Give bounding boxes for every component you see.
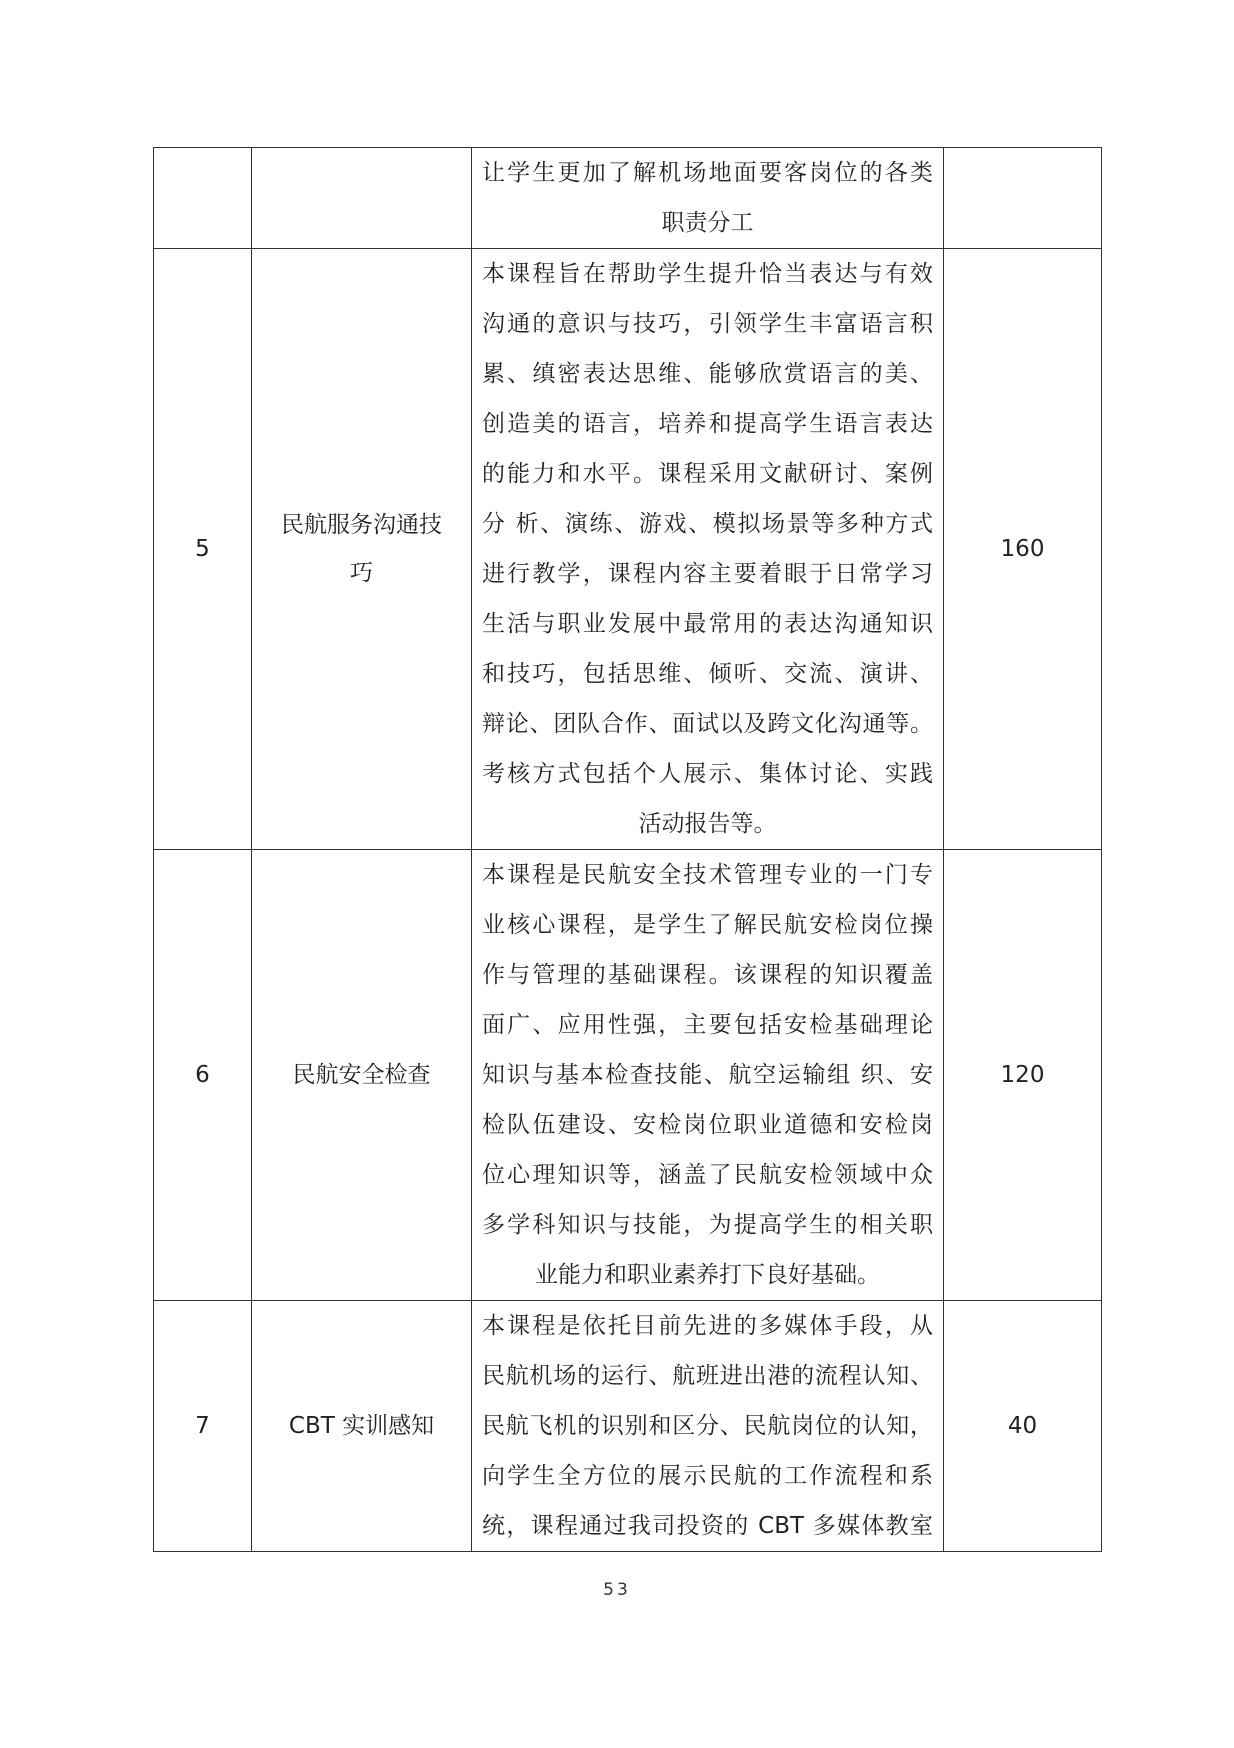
description-line: 本课程旨在帮助学生提升恰当表达与有效 <box>482 261 933 287</box>
description-line: 沟通的意识与技巧，引领学生丰富语言积 <box>482 311 933 337</box>
page-number: 53 <box>603 1580 631 1600</box>
description-line: 考核方式包括个人展示、集体讨论、实践 <box>482 761 933 787</box>
description-line: 多学科知识与技能，为提高学生的相关职 <box>482 1212 933 1238</box>
course-number-cell: 6 <box>154 850 252 1301</box>
course-number-cell <box>154 148 252 249</box>
description-line: 业能力和职业素养打下良好基础。 <box>535 1262 880 1288</box>
course-name-cell <box>252 850 472 1301</box>
course-table <box>153 147 1102 1552</box>
description-line: 辩论、团队合作、面试以及跨文化沟通等。 <box>482 711 933 737</box>
table-row <box>154 1301 1102 1552</box>
description-line: 向学生全方位的展示民航的工作流程和系 <box>482 1463 933 1489</box>
course-name-line: CBT 实训感知 <box>288 1413 435 1439</box>
description-line: 知识与基本检查技能、航空运输组 织、安 <box>482 1062 933 1088</box>
description-line: 本课程是依托目前先进的多媒体手段，从 <box>482 1313 933 1339</box>
table-row <box>154 850 1102 1301</box>
course-name-line: 民航服务沟通技 <box>281 512 442 538</box>
description-line: 创造美的语言，培养和提高学生语言表达 <box>482 411 933 437</box>
description-line: 分 析、演练、游戏、模拟场景等多种方式 <box>482 511 933 537</box>
description-line: 生活与职业发展中最常用的表达沟通知识 <box>482 611 933 637</box>
description-line: 活动报告等。 <box>638 811 777 837</box>
description-line: 职责分工 <box>661 210 754 236</box>
course-name-line: 巧 <box>350 560 373 586</box>
course-name-cell <box>252 249 472 850</box>
course-hours-cell: 40 <box>944 1301 1102 1552</box>
description-line: 检队伍建设、安检岗位职业道德和安检岗 <box>482 1112 933 1138</box>
course-name-line: 民航安全检查 <box>292 1062 431 1088</box>
course-name-cell <box>252 148 472 249</box>
course-description-cell <box>472 850 944 1301</box>
description-line: 民航机场的运行、航班进出港的流程认知、 <box>482 1363 933 1389</box>
description-line: 业核心课程，是学生了解民航安检岗位操 <box>482 912 933 938</box>
course-hours-cell: 160 <box>944 249 1102 850</box>
description-line: 统，课程通过我司投资的 CBT 多媒体教室 <box>482 1513 933 1539</box>
table-row <box>154 148 1102 249</box>
course-description-cell <box>472 148 944 249</box>
course-number-cell: 5 <box>154 249 252 850</box>
table-row <box>154 249 1102 850</box>
description-line: 累、缜密表达思维、能够欣赏语言的美、 <box>482 361 933 387</box>
description-line: 位心理知识等，涵盖了民航安检领域中众 <box>482 1162 933 1188</box>
course-description-cell <box>472 1301 944 1552</box>
course-number-cell: 7 <box>154 1301 252 1552</box>
description-line: 民航飞机的识别和区分、民航岗位的认知， <box>482 1413 933 1439</box>
description-line: 面广、应用性强，主要包括安检基础理论 <box>482 1012 933 1038</box>
description-line: 作与管理的基础课程。该课程的知识覆盖 <box>482 962 933 988</box>
description-line: 和技巧，包括思维、倾听、交流、演讲、 <box>482 661 933 687</box>
description-line: 进行教学，课程内容主要着眼于日常学习 <box>482 561 933 587</box>
course-name-cell <box>252 1301 472 1552</box>
description-line: 让学生更加了解机场地面要客岗位的各类 <box>482 160 933 186</box>
course-description-cell <box>472 249 944 850</box>
course-table-body <box>154 148 1102 1552</box>
course-hours-cell: 120 <box>944 850 1102 1301</box>
course-hours-cell <box>944 148 1102 249</box>
description-line: 本课程是民航安全技术管理专业的一门专 <box>482 862 933 888</box>
description-line: 的能力和水平。课程采用文献研讨、案例 <box>482 461 933 487</box>
